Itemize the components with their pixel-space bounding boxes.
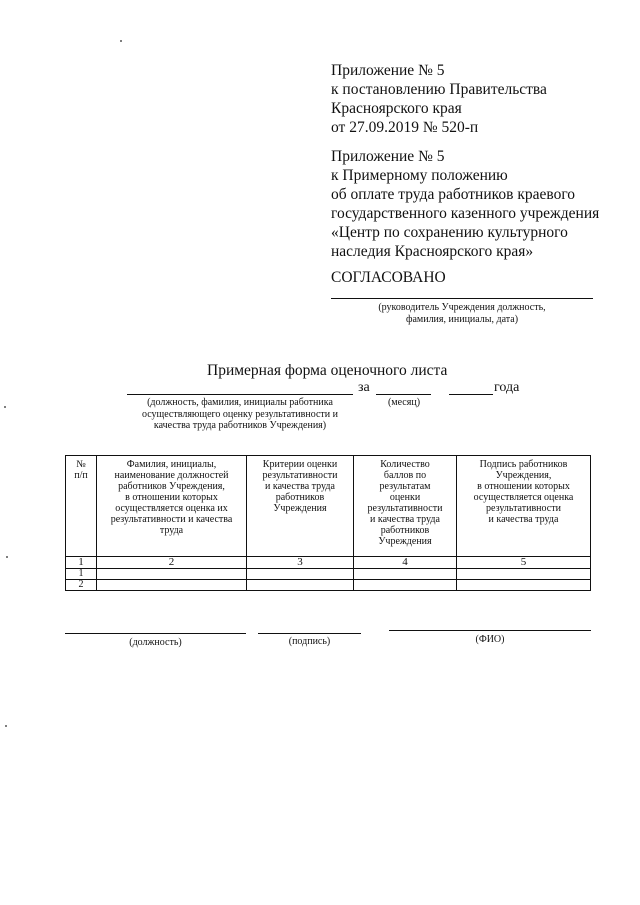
appendix-number: Приложение № 5: [331, 148, 445, 165]
signature-caption: (подпись): [288, 636, 331, 647]
appendix-institution-type: государственного казенного учреждения: [331, 205, 600, 222]
form-title: Примерная форма оценочного листа: [207, 362, 448, 379]
header-signature: Подпись работников Учреждения, в отношении которых осуществляется оценка результативности и качества труда: [457, 456, 591, 557]
position-caption: (должность): [129, 637, 182, 648]
fio-signature-line: [389, 630, 591, 631]
employee-cell: [97, 580, 247, 591]
points-cell: [354, 569, 457, 580]
appendix-region: Красноярского края: [331, 100, 462, 117]
evaluation-table: [65, 455, 591, 591]
period-za-label: за: [358, 380, 370, 395]
row-number-cell: 1: [66, 569, 97, 580]
appendix-regulation-subject: об оплате труда работников краевого: [331, 186, 576, 203]
header-number: № п/п: [66, 456, 97, 557]
scan-speck: [120, 40, 122, 42]
table-column-numbers-row: [66, 557, 591, 569]
approval-caption: (руководитель Учреждения должность, фамилия, инициалы, дата): [378, 302, 546, 325]
signature-cell: [457, 580, 591, 591]
column-number-cell: 4: [354, 557, 457, 569]
month-caption: (месяц): [387, 397, 421, 408]
appendix-institution-name-cont: наследия Красноярского края»: [331, 243, 534, 260]
scan-speck: [5, 725, 7, 727]
fio-caption: (ФИО): [475, 634, 505, 645]
scan-speck: [6, 556, 8, 558]
month-line: [376, 394, 431, 395]
scan-speck: [4, 406, 6, 408]
signature-cell: [457, 569, 591, 580]
row-number-cell: 2: [66, 580, 97, 591]
column-number-cell: 5: [457, 557, 591, 569]
header-points: Количество баллов по результатам оценки результативности и качества труда работников Учреждения: [354, 456, 457, 557]
appendix-resolution-ref: к постановлению Правительства: [331, 81, 547, 98]
year-line: [449, 394, 493, 395]
points-cell: [354, 580, 457, 591]
header-criteria: Критерии оценки результативности и качества труда работников Учреждения: [247, 456, 354, 557]
approval-signature-line: [331, 298, 593, 299]
appendix-date-number: от 27.09.2019 № 520-п: [331, 119, 479, 136]
column-number-cell: 1: [66, 557, 97, 569]
appendix-resolution-block: [331, 61, 547, 137]
position-signature-line: [65, 633, 246, 634]
column-number-cell: 2: [97, 557, 247, 569]
table-header-row: [66, 456, 591, 557]
column-number-cell: 3: [247, 557, 354, 569]
appendix-number: Приложение № 5: [331, 62, 445, 79]
signature-line: [258, 633, 361, 634]
employee-cell: [97, 569, 247, 580]
criteria-cell: [247, 569, 354, 580]
table-row: [66, 580, 591, 591]
criteria-cell: [247, 580, 354, 591]
period-goda-label: года: [494, 380, 520, 395]
evaluator-caption: (должность, фамилия, инициалы работника осуществляющего оценку результативности и качества труда работников Учреждения): [141, 397, 338, 431]
appendix-institution-name: «Центр по сохранению культурного: [331, 224, 568, 241]
approval-title: СОГЛАСОВАНО: [331, 269, 446, 286]
table-row: [66, 569, 591, 580]
header-employee: Фамилия, инициалы, наименование должностей работников Учреждения, в отношении которых осуществляется оценка их результативности и качества труда: [97, 456, 247, 557]
appendix-regulation-block: [331, 147, 599, 261]
appendix-regulation-ref: к Примерному положению: [331, 167, 508, 184]
evaluator-line: [127, 394, 353, 395]
